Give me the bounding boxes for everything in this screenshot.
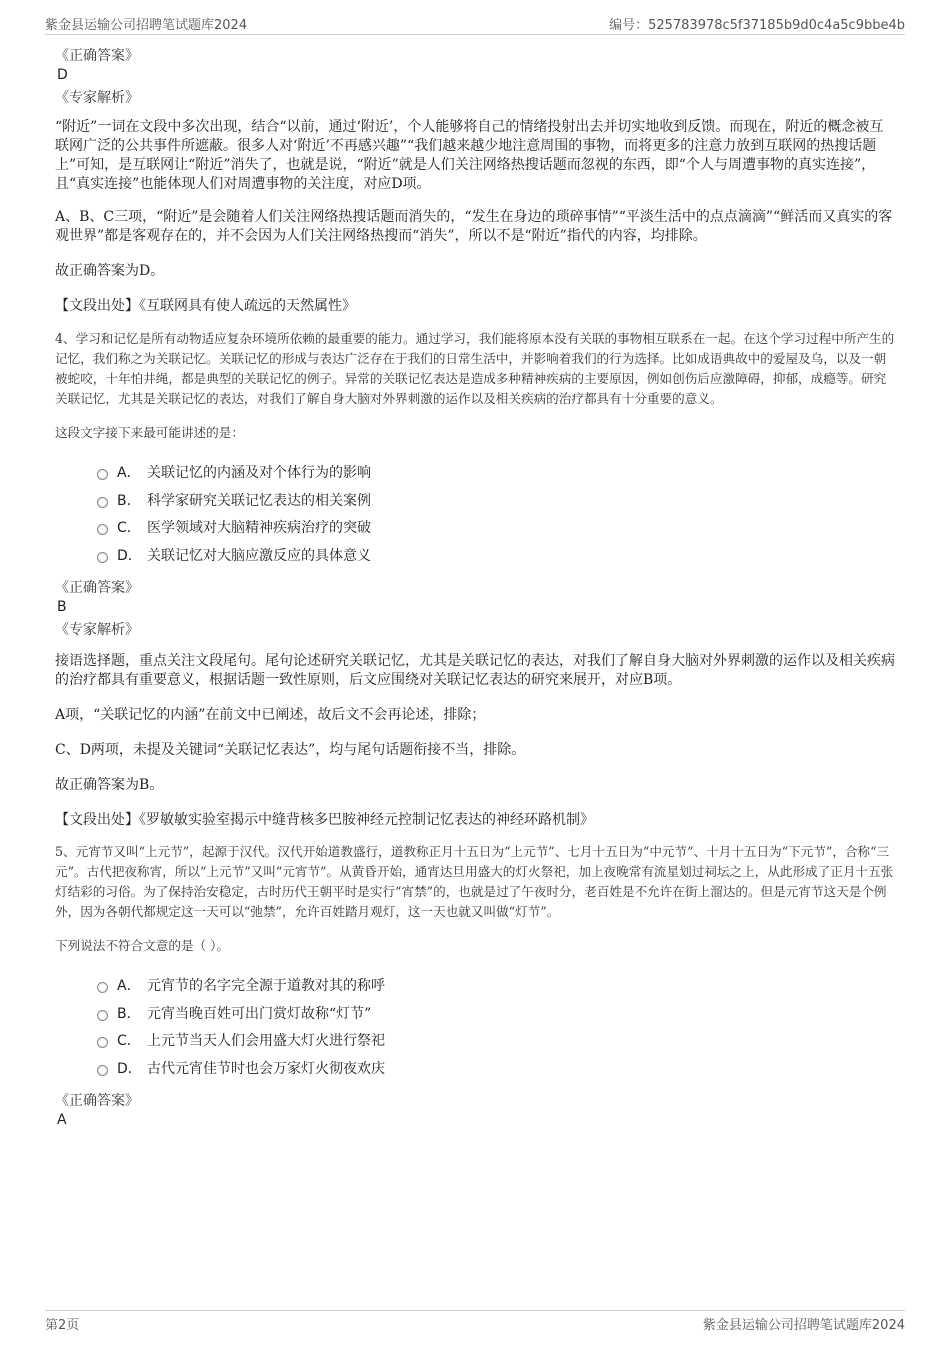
answer-tag: 《正确答案》 — [55, 1093, 139, 1109]
q4-source: 【文段出处】《罗敏敏实验室揭示中缝背核多巴胺神经元控制记忆表达的神经环路机制》 — [55, 812, 594, 828]
q3-source: 【文段出处】《互联网具有使人疏远的天然属性》 — [55, 298, 356, 314]
header-title: 紫金县运输公司招聘笔试题库2024 — [45, 18, 248, 33]
radio-icon[interactable] — [97, 552, 108, 563]
q4-options — [55, 460, 895, 570]
q3-analysis-2: A、B、C三项，“附近”是会随着人们关注网络热搜话题而消失的，“发生在身边的琐碎事情”“平淡生活中的点点滴滴”“鲜活而又真实的客观世界”都是客观存在的，并不会因为人们关注网络热搜而“消失”，所以不是“附近”指代的内容，均排除。 — [55, 209, 893, 244]
q5-option-b[interactable]: B． 元宵当晚百姓可出门赏灯故称“灯节” — [55, 1001, 895, 1029]
q4-analysis-3: C、D两项，未提及关键词“关联记忆表达”，均与尾句话题衔接不当，排除。 — [55, 742, 526, 758]
q4-analysis-1: 接语选择题，重点关注文段尾句。尾句论述研究关联记忆，尤其是关联记忆的表达，对我们了解自身大脑对外界刺激的运作以及相关疾病的治疗都具有重要意义，根据话题一致性原则，后文应围绕对关联记忆表达的研究来展开，对应B项。 — [55, 653, 895, 688]
answer-tag: 《正确答案》 — [55, 580, 139, 596]
radio-icon[interactable] — [97, 982, 108, 993]
q3-answer: D — [57, 67, 68, 83]
analysis-tag: 《专家解析》 — [55, 622, 139, 638]
q4-option-b[interactable]: B． 科学家研究关联记忆表达的相关案例 — [55, 488, 895, 516]
q5-option-d[interactable]: D． 古代元宵佳节时也会万家灯火彻夜欢庆 — [55, 1056, 895, 1084]
q5-options — [55, 973, 895, 1083]
footer-title: 紫金县运输公司招聘笔试题库2024 — [702, 1318, 905, 1333]
q4-option-a[interactable]: A． 关联记忆的内涵及对个体行为的影响 — [55, 460, 895, 488]
q4-answer: B — [57, 599, 67, 615]
page-footer — [45, 1310, 905, 1333]
analysis-tag: 《专家解析》 — [55, 90, 139, 106]
q3-analysis-3: 故正确答案为D。 — [55, 263, 165, 279]
q5-option-c[interactable]: C． 上元节当天人们会用盛大灯火进行祭祀 — [55, 1028, 895, 1056]
header-doc-id: 编号：525783978c5f37185b9d0c4a5c9bbe4b — [609, 18, 905, 33]
q5-answer: A — [57, 1112, 67, 1128]
q5-prompt: 下列说法不符合文意的是（ ）。 — [55, 938, 230, 953]
page-number: 第2页 — [45, 1318, 80, 1333]
radio-icon[interactable] — [97, 497, 108, 508]
q3-analysis-1: “附近”一词在文段中多次出现，结合“以前，通过‘附近’，个人能够将自己的情绪投射出去并切实地收到反馈。而现在，附近的概念被互联网广泛的公共事件所遮蔽。很多人对‘附近’不再感兴趣”“我们越来越少地注意周围的事物，而将更多的注意力放到互联网的热搜话题上”可知，是互联网让“附近”消失了，也就是说，“附近”就是人们关注网络热搜话题而忽视的东西，即“个人与周遭事物的真实连接”，且“真实连接”也能体现人们对周遭事物的关注度，对应D项。 — [55, 119, 884, 192]
page-content — [55, 44, 895, 1129]
page-header — [45, 12, 905, 35]
radio-icon[interactable] — [97, 469, 108, 480]
q4-option-c[interactable]: C． 医学领域对大脑精神疾病治疗的突破 — [55, 515, 895, 543]
radio-icon[interactable] — [97, 1010, 108, 1021]
radio-icon[interactable] — [97, 1037, 108, 1048]
radio-icon[interactable] — [97, 1065, 108, 1076]
radio-icon[interactable] — [97, 524, 108, 535]
q4-analysis-4: 故正确答案为B。 — [55, 777, 164, 793]
q5-text: 5、元宵节又叫“上元节”，起源于汉代。汉代开始道教盛行，道教称正月十五日为“上元节”、七月十五日为“中元节”、十月十五日为“下元节”，合称“三元”。古代把夜称宵，所以“上元节”又叫“元宵节”。从黄昏开始，通宵达旦用盛大的灯火祭祀，加上夜晚常有流星划过祠坛之上，从此形成了正月十五张灯结彩的习俗。为了保持治安稳定，古时历代王朝平时是实行“宵禁”的，也就是过了午夜时分，老百姓是不允许在街上溜达的。但是元宵节这天是个例外，因为各朝代都规定这一天可以“弛禁”，允许百姓踏月观灯，这一天也就又叫做“灯节”。 — [55, 844, 894, 919]
q5-option-a[interactable]: A． 元宵节的名字完全源于道教对其的称呼 — [55, 973, 895, 1001]
q4-prompt: 这段文字接下来最可能讲述的是： — [55, 425, 244, 440]
q4-analysis-2: A项，“关联记忆的内涵”在前文中已阐述，故后文不会再论述，排除； — [55, 707, 486, 723]
answer-tag: 《正确答案》 — [55, 48, 139, 64]
q4-text: 4、学习和记忆是所有动物适应复杂环境所依赖的最重要的能力。通过学习，我们能将原本没有关联的事物相互联系在一起。在这个学习过程中所产生的记忆，我们称之为关联记忆。关联记忆的形成与表达广泛存在于我们的日常生活中，并影响着我们的行为选择。比如成语典故中的爱屋及乌，以及一朝被蛇咬，十年怕井绳，都是典型的关联记忆的例子。异常的关联记忆表达是造成多种精神疾病的主要原因，例如创伤后应激障碍，抑郁，成瘾等。研究关联记忆，尤其是关联记忆的表达，对我们了解自身大脑对外界刺激的运作以及相关疾病的治疗都具有十分重要的意义。 — [55, 331, 895, 406]
q4-option-d[interactable]: D． 关联记忆对大脑应激反应的具体意义 — [55, 543, 895, 571]
